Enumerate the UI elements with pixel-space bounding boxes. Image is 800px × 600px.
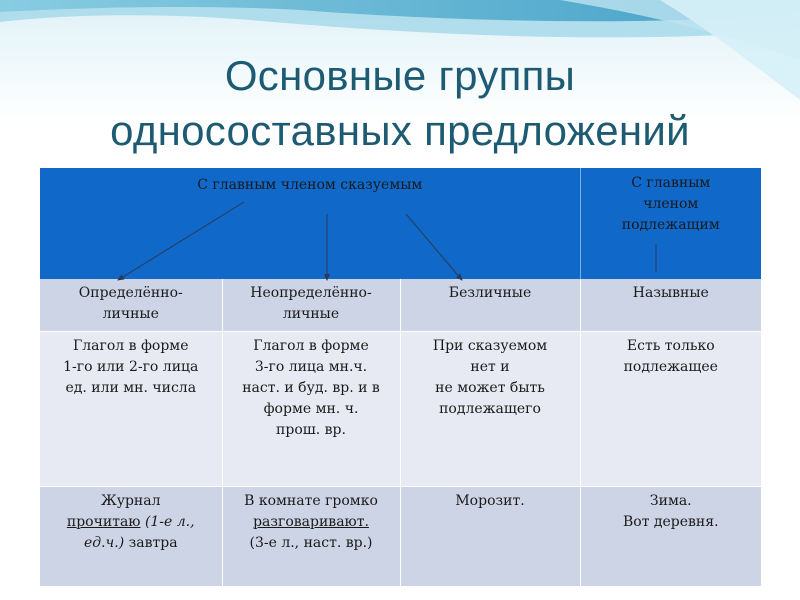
- example-line: [46, 533, 216, 554]
- examples-row: [40, 487, 761, 587]
- desc-line: подлежащего: [439, 401, 541, 417]
- types-row: [40, 279, 761, 332]
- desc-line: Глагол в форме: [253, 338, 369, 354]
- example-line: [229, 512, 394, 533]
- desc-line: нет и: [470, 359, 510, 375]
- example-line: Зима.: [649, 493, 692, 509]
- example-line: В комнате громко: [244, 493, 378, 509]
- header-row: [40, 168, 761, 279]
- type-definite-line-1: Определённо-: [78, 285, 183, 301]
- example-line: Морозит.: [455, 493, 525, 509]
- sentence-groups-table: [40, 168, 761, 586]
- type-nominative-label: Назывные: [632, 285, 709, 301]
- type-indefinite-line-1: Неопределённо-: [250, 285, 372, 301]
- desc-line: форме мн. ч.: [263, 401, 359, 417]
- example-verb: разговаривают.: [253, 514, 369, 530]
- header-subject-line-3: подлежащим: [621, 217, 720, 233]
- header-predicate-label: С главным членом сказуемым: [197, 177, 423, 193]
- type-definite-line-2: личные: [102, 306, 159, 322]
- desc-line: Глагол в форме: [73, 338, 189, 354]
- example-tail: завтра: [124, 535, 178, 551]
- type-impersonal-label: Безличные: [448, 285, 532, 301]
- type-impersonal: [400, 279, 580, 332]
- type-indefinite-personal: [222, 279, 400, 332]
- example-line: Вот деревня.: [622, 514, 719, 530]
- title-line-1: Основные группы: [224, 52, 576, 99]
- desc-line: Есть только: [626, 338, 715, 354]
- desc-line: 1-го или 2-го лица: [63, 359, 199, 375]
- header-subject-line-1: С главным: [631, 175, 711, 191]
- slide-title: [0, 48, 800, 158]
- desc-line: 3-го лица мн.ч.: [254, 359, 368, 375]
- desc-line: ед. или мн. числа: [65, 380, 197, 396]
- example-note: (1-е л.,: [144, 514, 195, 530]
- desc-impersonal: [400, 332, 580, 487]
- desc-indefinite: [222, 332, 400, 487]
- header-subject-line-2: членом: [643, 196, 699, 212]
- desc-line: прош. вр.: [276, 422, 346, 438]
- desc-line: наст. и буд. вр. и в: [242, 380, 380, 396]
- title-line-2: односоставных предложений: [110, 107, 690, 154]
- desc-definite: [40, 332, 222, 487]
- example-definite: [40, 487, 222, 587]
- descriptions-row: [40, 332, 761, 487]
- example-line: (3-е л., наст. вр.): [249, 535, 373, 551]
- desc-line: подлежащее: [623, 359, 718, 375]
- example-line: [46, 512, 216, 533]
- example-verb: прочитаю: [66, 514, 141, 530]
- example-line: Журнал: [101, 493, 161, 509]
- header-predicate-group: [40, 168, 580, 279]
- type-definite-personal: [40, 279, 222, 332]
- type-indefinite-line-2: личные: [282, 306, 340, 322]
- example-indefinite: [222, 487, 400, 587]
- type-nominative: [580, 279, 761, 332]
- example-note: ед.ч.): [83, 535, 125, 551]
- example-impersonal: [400, 487, 580, 587]
- example-nominative: [580, 487, 761, 587]
- header-subject-group: [580, 168, 761, 279]
- desc-line: не может быть: [435, 380, 545, 396]
- desc-line: При сказуемом: [432, 338, 548, 354]
- desc-nominative: [580, 332, 761, 487]
